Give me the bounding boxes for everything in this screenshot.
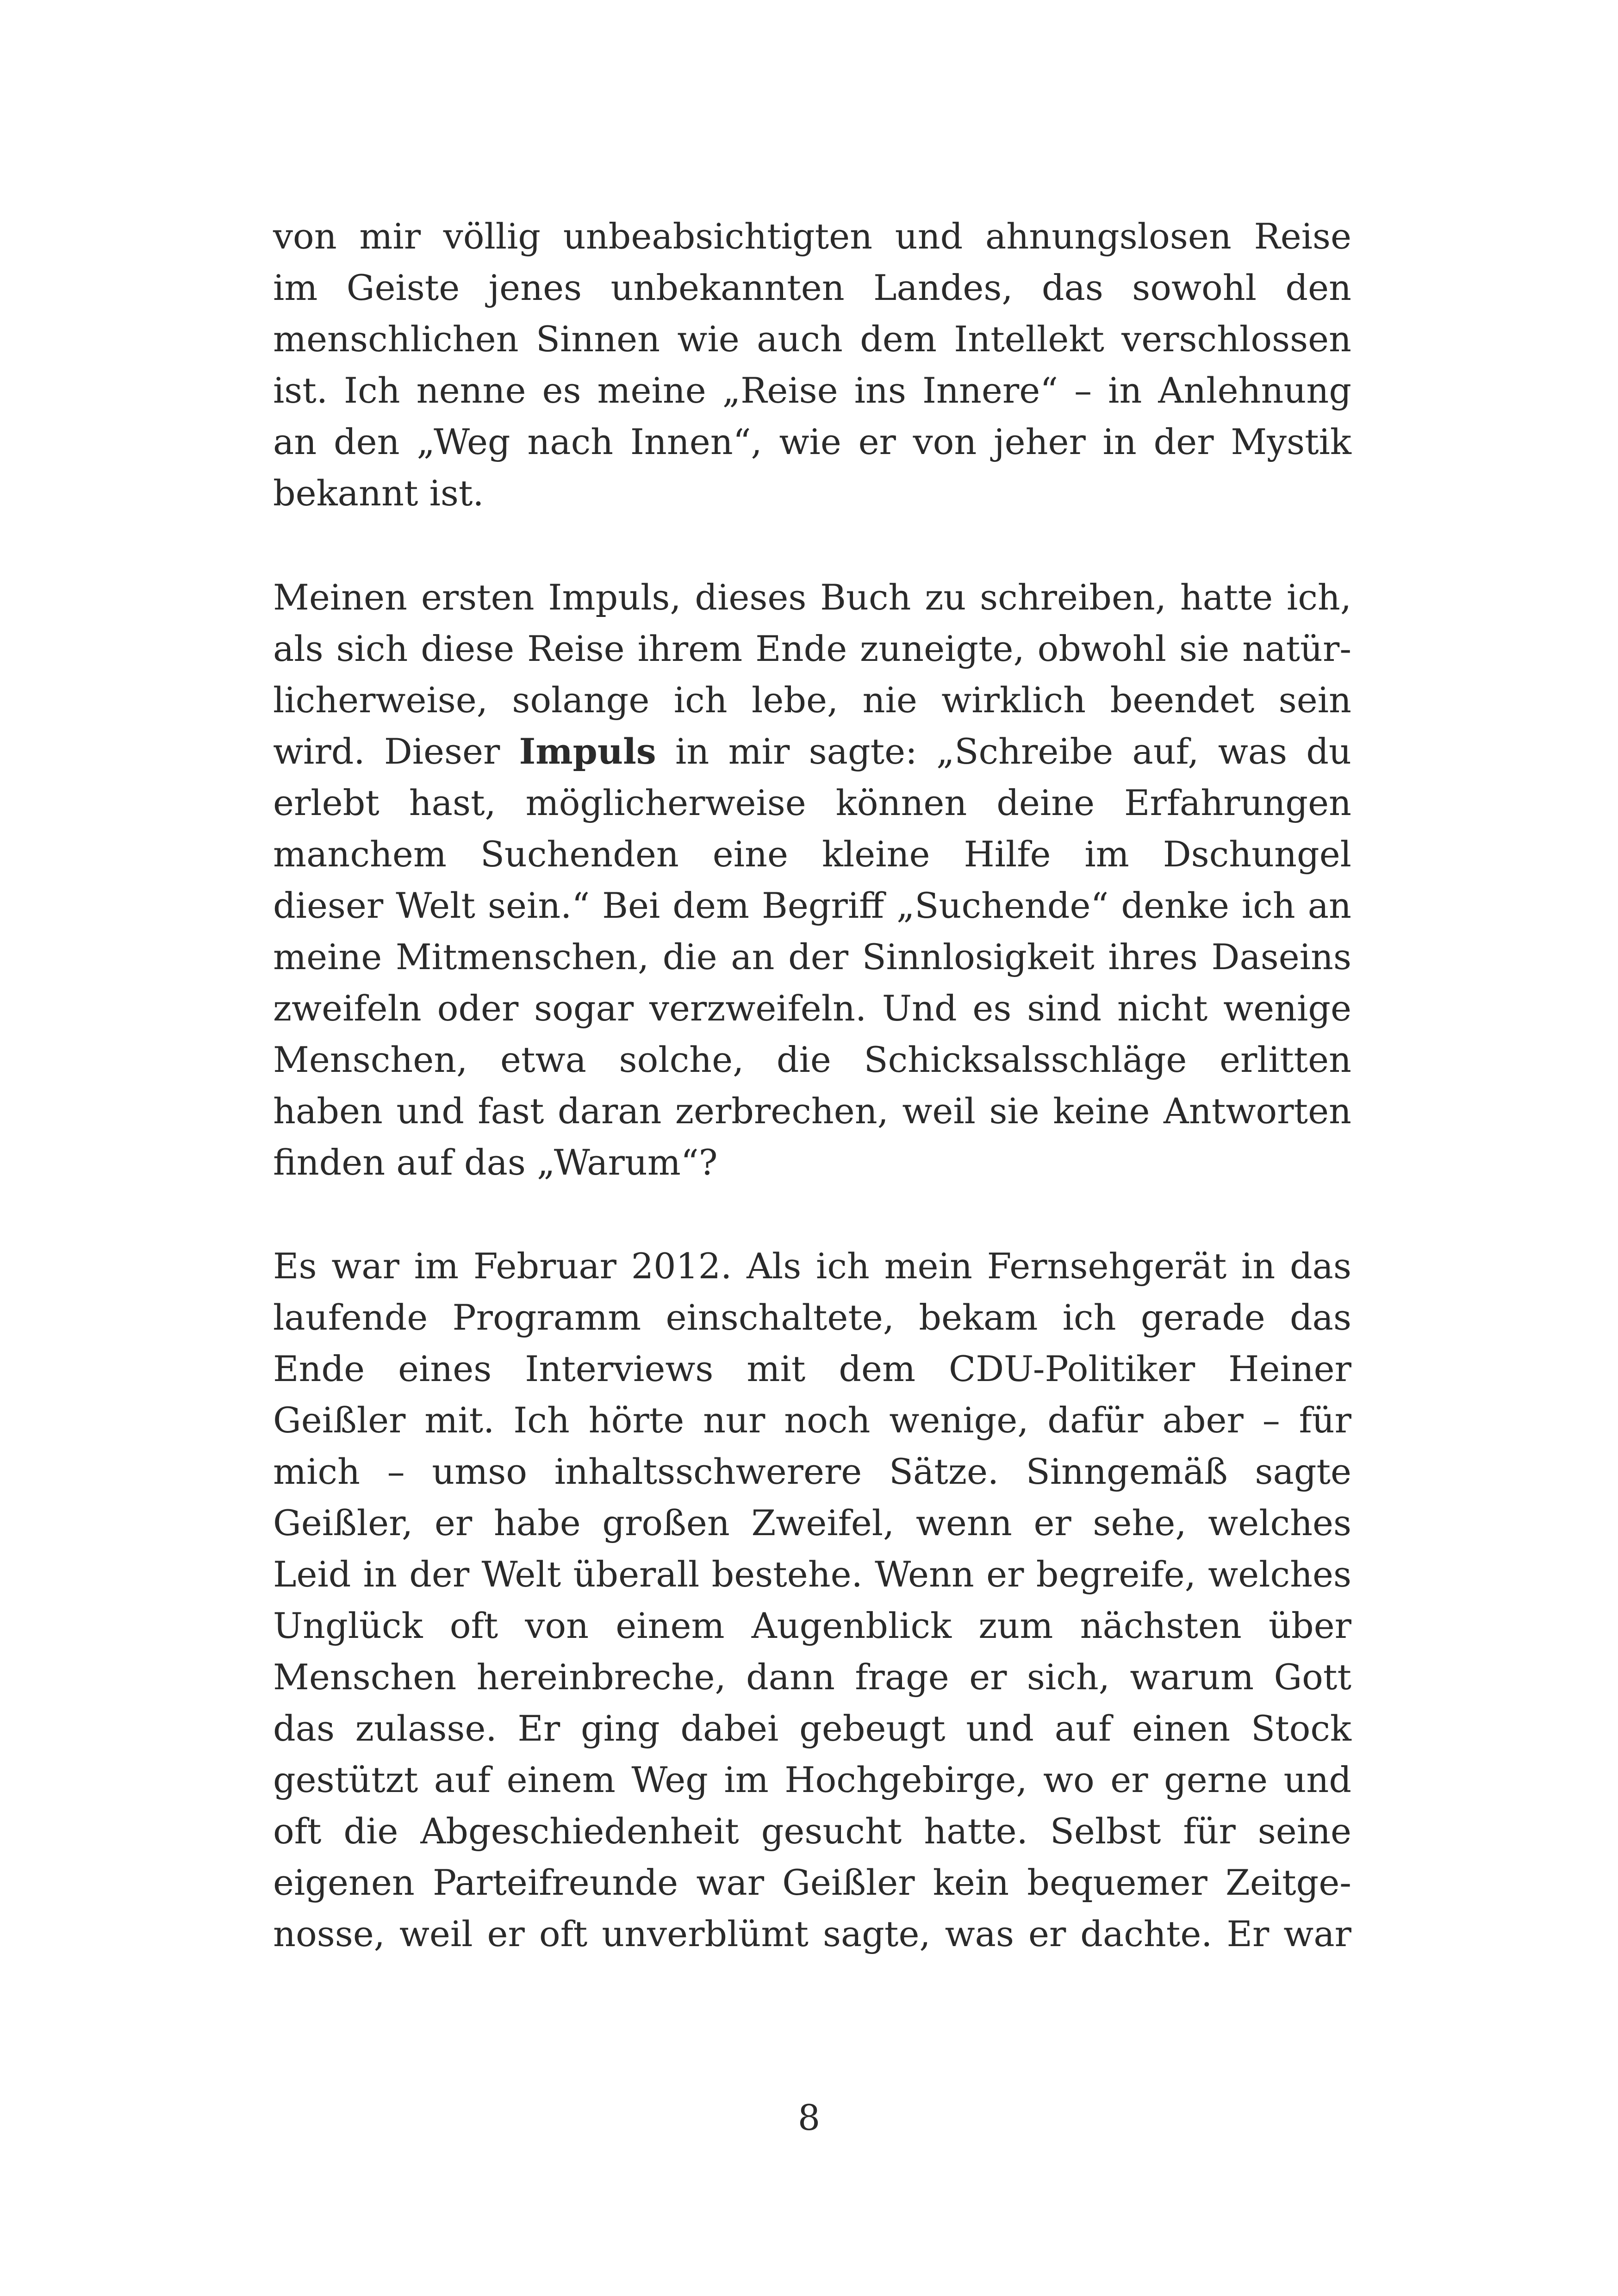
text-line: meine Mitmenschen, die an der Sinnlosigkeit ihres Daseins (273, 936, 1351, 977)
text-fragment: wird. Dieser (273, 731, 519, 772)
text-line: menschlichen Sinnen wie auch dem Intellekt verschlossen (273, 318, 1351, 360)
text-line: von mir völlig unbeabsichtigten und ahnungslosen Reise (273, 216, 1351, 257)
text-line: haben und fast daran zerbrechen, weil sie keine Antworten (273, 1090, 1351, 1132)
text-line: Meinen ersten Impuls, dieses Buch zu schreiben, hatte ich, (273, 577, 1351, 618)
text-line: ist. Ich nenne es meine „Reise ins Innere“ – in Anlehnung (273, 370, 1351, 411)
text-line: finden auf das „Warum“? (273, 1142, 718, 1183)
text-line: manchem Suchenden eine kleine Hilfe im Dschungel (273, 834, 1351, 875)
paragraph-2 (273, 572, 1351, 1188)
text-line: mich – umso inhaltsschwerere Sätze. Sinngemäß sagte (273, 1451, 1351, 1492)
paragraph-3 (273, 1240, 1351, 1960)
text-line: dieser Welt sein.“ Bei dem Begriff „Suchende“ denke ich an (273, 885, 1351, 926)
text-line: eigenen Parteifreunde war Geißler kein bequemer Zeitge- (273, 1862, 1351, 1903)
text-line: Leid in der Welt überall bestehe. Wenn er begreife, welches (273, 1554, 1351, 1595)
text-line: im Geiste jenes unbekannten Landes, das sowohl den (273, 267, 1351, 308)
text-line: laufende Programm einschaltete, bekam ich gerade das (273, 1297, 1351, 1338)
emphasis-word: Impuls (519, 731, 656, 772)
page-number: 8 (797, 2097, 821, 2138)
text-line: oft die Abgeschiedenheit gesucht hatte. Selbst für seine (273, 1811, 1351, 1852)
text-line: Geißler, er habe großen Zweifel, wenn er sehe, welches (273, 1502, 1351, 1543)
text-line: zweifeln oder sogar verzweifeln. Und es sind nicht wenige (273, 988, 1351, 1029)
text-line: als sich diese Reise ihrem Ende zuneigte, obwohl sie natür- (273, 628, 1351, 669)
text-line: erlebt hast, möglicherweise können deine Erfahrungen (273, 782, 1351, 823)
text-line: Menschen, etwa solche, die Schicksalsschläge erlitten (273, 1039, 1351, 1080)
text-line: gestützt auf einem Weg im Hochgebirge, wo er gerne und (273, 1759, 1351, 1800)
text-line: Geißler mit. Ich hörte nur noch wenige, dafür aber – für (273, 1400, 1351, 1441)
text-line: Unglück oft von einem Augenblick zum nächsten über (273, 1605, 1351, 1646)
text-line: nosse, weil er oft unverblümt sagte, was er dachte. Er war (273, 1913, 1351, 1954)
text-line: Ende eines Interviews mit dem CDU-Politiker Heiner (273, 1348, 1351, 1389)
text-line: an den „Weg nach Innen“, wie er von jeher in der Mystik (273, 421, 1351, 462)
text-fragment: in mir sagte: „Schreibe auf, was du (656, 731, 1351, 772)
text-line-with-emphasis (273, 726, 1351, 777)
text-line: bekannt ist. (273, 473, 484, 514)
paragraph-1 (273, 211, 1351, 519)
text-line: Es war im Februar 2012. Als ich mein Fernsehgerät in das (273, 1245, 1351, 1287)
text-line: das zulasse. Er ging dabei gebeugt und auf einen Stock (273, 1708, 1351, 1749)
text-line: Menschen hereinbreche, dann frage er sich, warum Gott (273, 1656, 1351, 1698)
text-line: licherweise, solange ich lebe, nie wirklich beendet sein (273, 679, 1351, 721)
